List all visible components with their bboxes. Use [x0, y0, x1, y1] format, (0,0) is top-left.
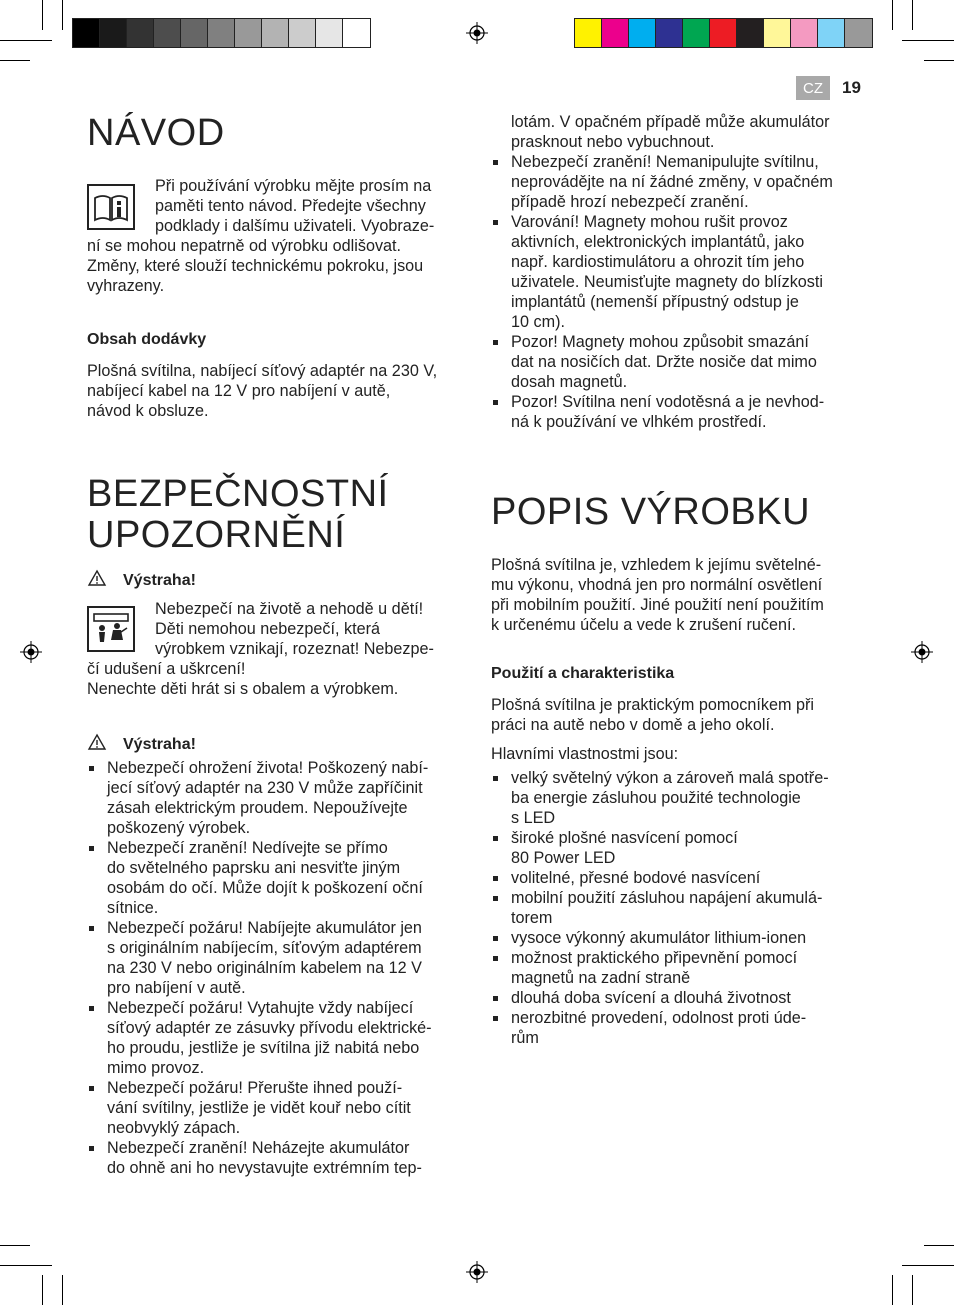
list-item-line: sítnice.: [107, 899, 159, 917]
list-item-line: dlouhá doba svícení a dlouhá životnost: [511, 989, 791, 1007]
text-line: lotám. V opačném případě může akumulátor: [511, 113, 830, 131]
text-line: paměti tento návod. Předejte všechny: [155, 197, 426, 215]
safety-title: [87, 474, 389, 556]
color-swatch: [818, 19, 845, 47]
crop-mark: [42, 1275, 43, 1305]
list-item-line: ba energie zásluhou použité technologie: [511, 789, 801, 807]
warning-triangle-icon: [87, 569, 107, 587]
list-item-line: možnost praktického připevnění pomocí: [511, 949, 798, 967]
list-item-line: síťový adaptér ze zásuvky přívodu elektrické-: [107, 1019, 432, 1037]
list-item: [491, 868, 881, 888]
text-line: vyhrazeny.: [87, 277, 165, 295]
list-item-line: dat na nosičích dat. Držte nosiče dat mimo: [511, 353, 817, 371]
color-swatch: [764, 19, 791, 47]
list-item-line: volitelné, přesné bodové nasvícení: [511, 869, 761, 887]
features-intro: Hlavními vlastnostmi jsou:: [491, 745, 679, 763]
color-swatch: [289, 19, 316, 47]
color-swatch: [316, 19, 343, 47]
crop-mark: [0, 60, 30, 61]
crop-mark: [892, 1275, 893, 1305]
list-item-line: do světelného paprsku ani nesviťte jiným: [107, 859, 401, 877]
list-item: [87, 758, 472, 838]
list-item-line: Pozor! Magnety mohou způsobit smazání: [511, 333, 809, 351]
list-item-line: osobám do očí. Může dojít k poškození oční: [107, 879, 423, 897]
registration-mark-icon: [911, 641, 933, 663]
list-item: [87, 838, 472, 918]
crop-mark: [902, 40, 954, 41]
text-line: při mobilním použití. Jiné použití není použitím: [491, 596, 824, 614]
safety-title-line1: BEZPEČNOSTNÍ: [87, 473, 389, 515]
warning-triangle-icon: [87, 733, 107, 751]
crop-mark: [924, 60, 954, 61]
list-item: [87, 1138, 472, 1178]
list-item: [491, 212, 881, 332]
text-line: nabíjecí kabel na 12 V pro nabíjení v autě,: [87, 382, 391, 400]
color-swatch: [154, 19, 181, 47]
list-item: [87, 1078, 472, 1138]
registration-mark-icon: [466, 22, 488, 44]
list-item-line: Pozor! Svítilna není vodotěsná a je nevhod-: [511, 393, 825, 411]
list-item: [491, 948, 881, 988]
list-item: [87, 918, 472, 998]
navod-intro: [155, 176, 465, 236]
list-item-line: ho proudu, jestliže je svítilna již nabitá nebo: [107, 1039, 420, 1057]
list-item-line: magnetů na zadní straně: [511, 969, 691, 987]
text-line: návod k obsluze.: [87, 402, 209, 420]
text-line: mu výkonu, vhodná jen pro normální osvětlení: [491, 576, 823, 594]
list-item-line: neprovádějte na ní žádné změny, v opačném: [511, 173, 833, 191]
list-item-line: pro nabíjení v autě.: [107, 979, 246, 997]
contents-text: [87, 361, 467, 421]
list-item-line: nerozbitné provedení, odolnost proti úde-: [511, 1009, 807, 1027]
color-swatch: [100, 19, 127, 47]
list-item-line: torem: [511, 909, 553, 927]
color-swatch: [208, 19, 235, 47]
warning-label-text: Výstraha!: [123, 572, 196, 589]
color-swatch: [73, 19, 100, 47]
list-item-line: uživatele. Neumisťujte magnety do blízkosti: [511, 273, 823, 291]
features-list: [491, 768, 881, 1048]
crop-mark: [892, 0, 893, 30]
list-item-line: s LED: [511, 809, 556, 827]
list-item-line: Nebezpečí zranění! Nedívejte se přímo: [107, 839, 388, 857]
list-item-line: vysoce výkonný akumulátor lithium-ionen: [511, 929, 807, 947]
crop-mark: [0, 1265, 52, 1266]
text-line: Nebezpečí na životě a nehodě u dětí!: [155, 600, 424, 618]
crop-mark: [62, 1275, 63, 1305]
list-item-line: Nebezpečí požáru! Nabíjejte akumulátor jen: [107, 919, 422, 937]
color-swatch: [127, 19, 154, 47]
list-item-line: mobilní použití zásluhou napájení akumulá-: [511, 889, 823, 907]
text-line: Plošná svítilna je, vzhledem k jejímu světelné-: [491, 556, 822, 574]
grayscale-color-bar: [72, 18, 371, 48]
warning-label: [87, 733, 196, 754]
product-title: POPIS VÝROBKU: [491, 491, 811, 533]
list-item-line: 10 cm).: [511, 313, 565, 331]
list-item-line: Varování! Magnety mohou rušit provoz: [511, 213, 788, 231]
color-swatch: [602, 19, 629, 47]
warning-label-text: Výstraha!: [123, 736, 196, 753]
text-line: Změny, které slouží technickému pokroku, jsou: [87, 257, 424, 275]
list-item-line: Nebezpečí požáru! Vytahujte vždy nabíjecí: [107, 999, 414, 1017]
registration-mark-icon: [466, 1261, 488, 1283]
list-item-line: jecí síťový adaptér na 230 V může zapříčinit: [107, 779, 423, 797]
text-line: výrobkem vznikají, rozeznat! Nebezpe-: [155, 640, 434, 658]
color-swatch: [575, 19, 602, 47]
text-line: ní se mohou nepatrně od výrobku odlišovat.: [87, 237, 402, 255]
list-item: [491, 888, 881, 928]
list-item-line: neobvyklý zápach.: [107, 1119, 241, 1137]
list-item-line: Nebezpečí zranění! Nemanipulujte svítilnu,: [511, 153, 819, 171]
list-item: [491, 768, 881, 828]
crop-mark: [62, 0, 63, 30]
crop-mark: [0, 1245, 30, 1246]
color-swatch: [262, 19, 289, 47]
color-swatch: [791, 19, 818, 47]
language-tab: CZ: [796, 76, 830, 100]
color-swatch: [737, 19, 764, 47]
crop-mark: [924, 1245, 954, 1246]
color-swatch: [845, 19, 872, 47]
list-item-line: mimo provoz.: [107, 1059, 205, 1077]
list-item: [491, 988, 881, 1008]
list-item: [491, 1008, 881, 1048]
text-line: Při používání výrobku mějte prosím na: [155, 177, 432, 195]
safety-title-line2: UPOZORNĚNÍ: [87, 514, 346, 556]
color-swatch: [683, 19, 710, 47]
safety-list-continued: [491, 152, 881, 432]
usage-heading: Použití a charakteristika: [491, 665, 675, 682]
text-line: k určenému účelu a vede k zrušení ručení.: [491, 616, 797, 634]
list-item-line: implantátů (nemenší přípustný odstup je: [511, 293, 799, 311]
list-item-line: Nebezpečí zranění! Neházejte akumulátor: [107, 1139, 410, 1157]
crop-mark: [912, 0, 913, 30]
list-item-line: 80 Power LED: [511, 849, 616, 867]
list-item: [491, 152, 881, 212]
color-swatch: [629, 19, 656, 47]
cmyk-color-bar: [574, 18, 873, 48]
crop-mark: [912, 1275, 913, 1305]
list-item-line: rům: [511, 1029, 539, 1047]
list-item-line: vání svítilny, jestliže je vidět kouř nebo cítit: [107, 1099, 411, 1117]
list-item-line: na 230 V nebo originálním kabelem na 12 V: [107, 959, 422, 977]
list-item-line: Nebezpečí ohrožení života! Poškozený nabí-: [107, 759, 429, 777]
warning1-text: [155, 599, 465, 659]
usage-text: [491, 695, 881, 735]
list-item-line: poškozený výrobek.: [107, 819, 251, 837]
crop-mark: [0, 40, 52, 41]
list-item-line: např. kardiostimulátoru a ohrozit tím jeho: [511, 253, 805, 271]
list-item: [87, 998, 472, 1078]
text-line: práci na autě nebo v domě a jeho okolí.: [491, 716, 775, 734]
list-item-line: široké plošné nasvícení pomocí: [511, 829, 738, 847]
list-item-line: s originálním nabíjecím, síťovým adaptérem: [107, 939, 422, 957]
navod-title: NÁVOD: [87, 112, 225, 154]
crop-mark: [902, 1265, 954, 1266]
text-line: Plošná svítilna, nabíjecí síťový adaptér na 230 V,: [87, 362, 438, 380]
crop-mark: [42, 0, 43, 30]
text-line: Plošná svítilna je praktickým pomocníkem při: [491, 696, 814, 714]
text-line: prasknout nebo vybuchnout.: [511, 133, 715, 151]
list-item-line: případě hrozí nebezpečí zranění.: [511, 193, 749, 211]
list-item: [491, 828, 881, 868]
text-line: čí udušení a uškrcení!: [87, 660, 246, 678]
list-item-line: zásah elektrickým proudem. Nepoužívejte: [107, 799, 408, 817]
warning1-text-continued: [87, 659, 467, 699]
product-intro: [491, 555, 881, 635]
color-swatch: [710, 19, 737, 47]
warning-label: [87, 569, 196, 590]
list-item-line: do ohně ani ho nevystavujte extrémním tep-: [107, 1159, 422, 1177]
navod-intro-continued: [87, 236, 467, 296]
list-item-line: Nebezpečí požáru! Přerušte ihned použí-: [107, 1079, 403, 1097]
book-info-icon: [87, 184, 135, 230]
page-number: 19: [842, 78, 861, 97]
contents-heading: Obsah dodávky: [87, 331, 207, 348]
safety-continued-text: [511, 112, 881, 152]
list-item-line: ná k používání ve vlhkém prostředí.: [511, 413, 767, 431]
color-swatch: [656, 19, 683, 47]
text-line: podklady i dalšímu uživateli. Vyobraze-: [155, 217, 435, 235]
safety-list: [87, 758, 472, 1178]
list-item-line: velký světelný výkon a zároveň malá spotře-: [511, 769, 829, 787]
color-swatch: [235, 19, 262, 47]
list-item: [491, 928, 881, 948]
list-item-line: aktivních, elektronických implantátů, jako: [511, 233, 805, 251]
text-line: Děti nemohou nebezpečí, která: [155, 620, 380, 638]
text-line: Nenechte děti hrát si s obalem a výrobkem.: [87, 680, 399, 698]
list-item: [491, 332, 881, 392]
color-swatch: [343, 19, 370, 47]
child-safety-icon: [87, 606, 135, 652]
color-swatch: [181, 19, 208, 47]
registration-mark-icon: [20, 641, 42, 663]
list-item: [491, 392, 881, 432]
list-item-line: dosah magnetů.: [511, 373, 628, 391]
